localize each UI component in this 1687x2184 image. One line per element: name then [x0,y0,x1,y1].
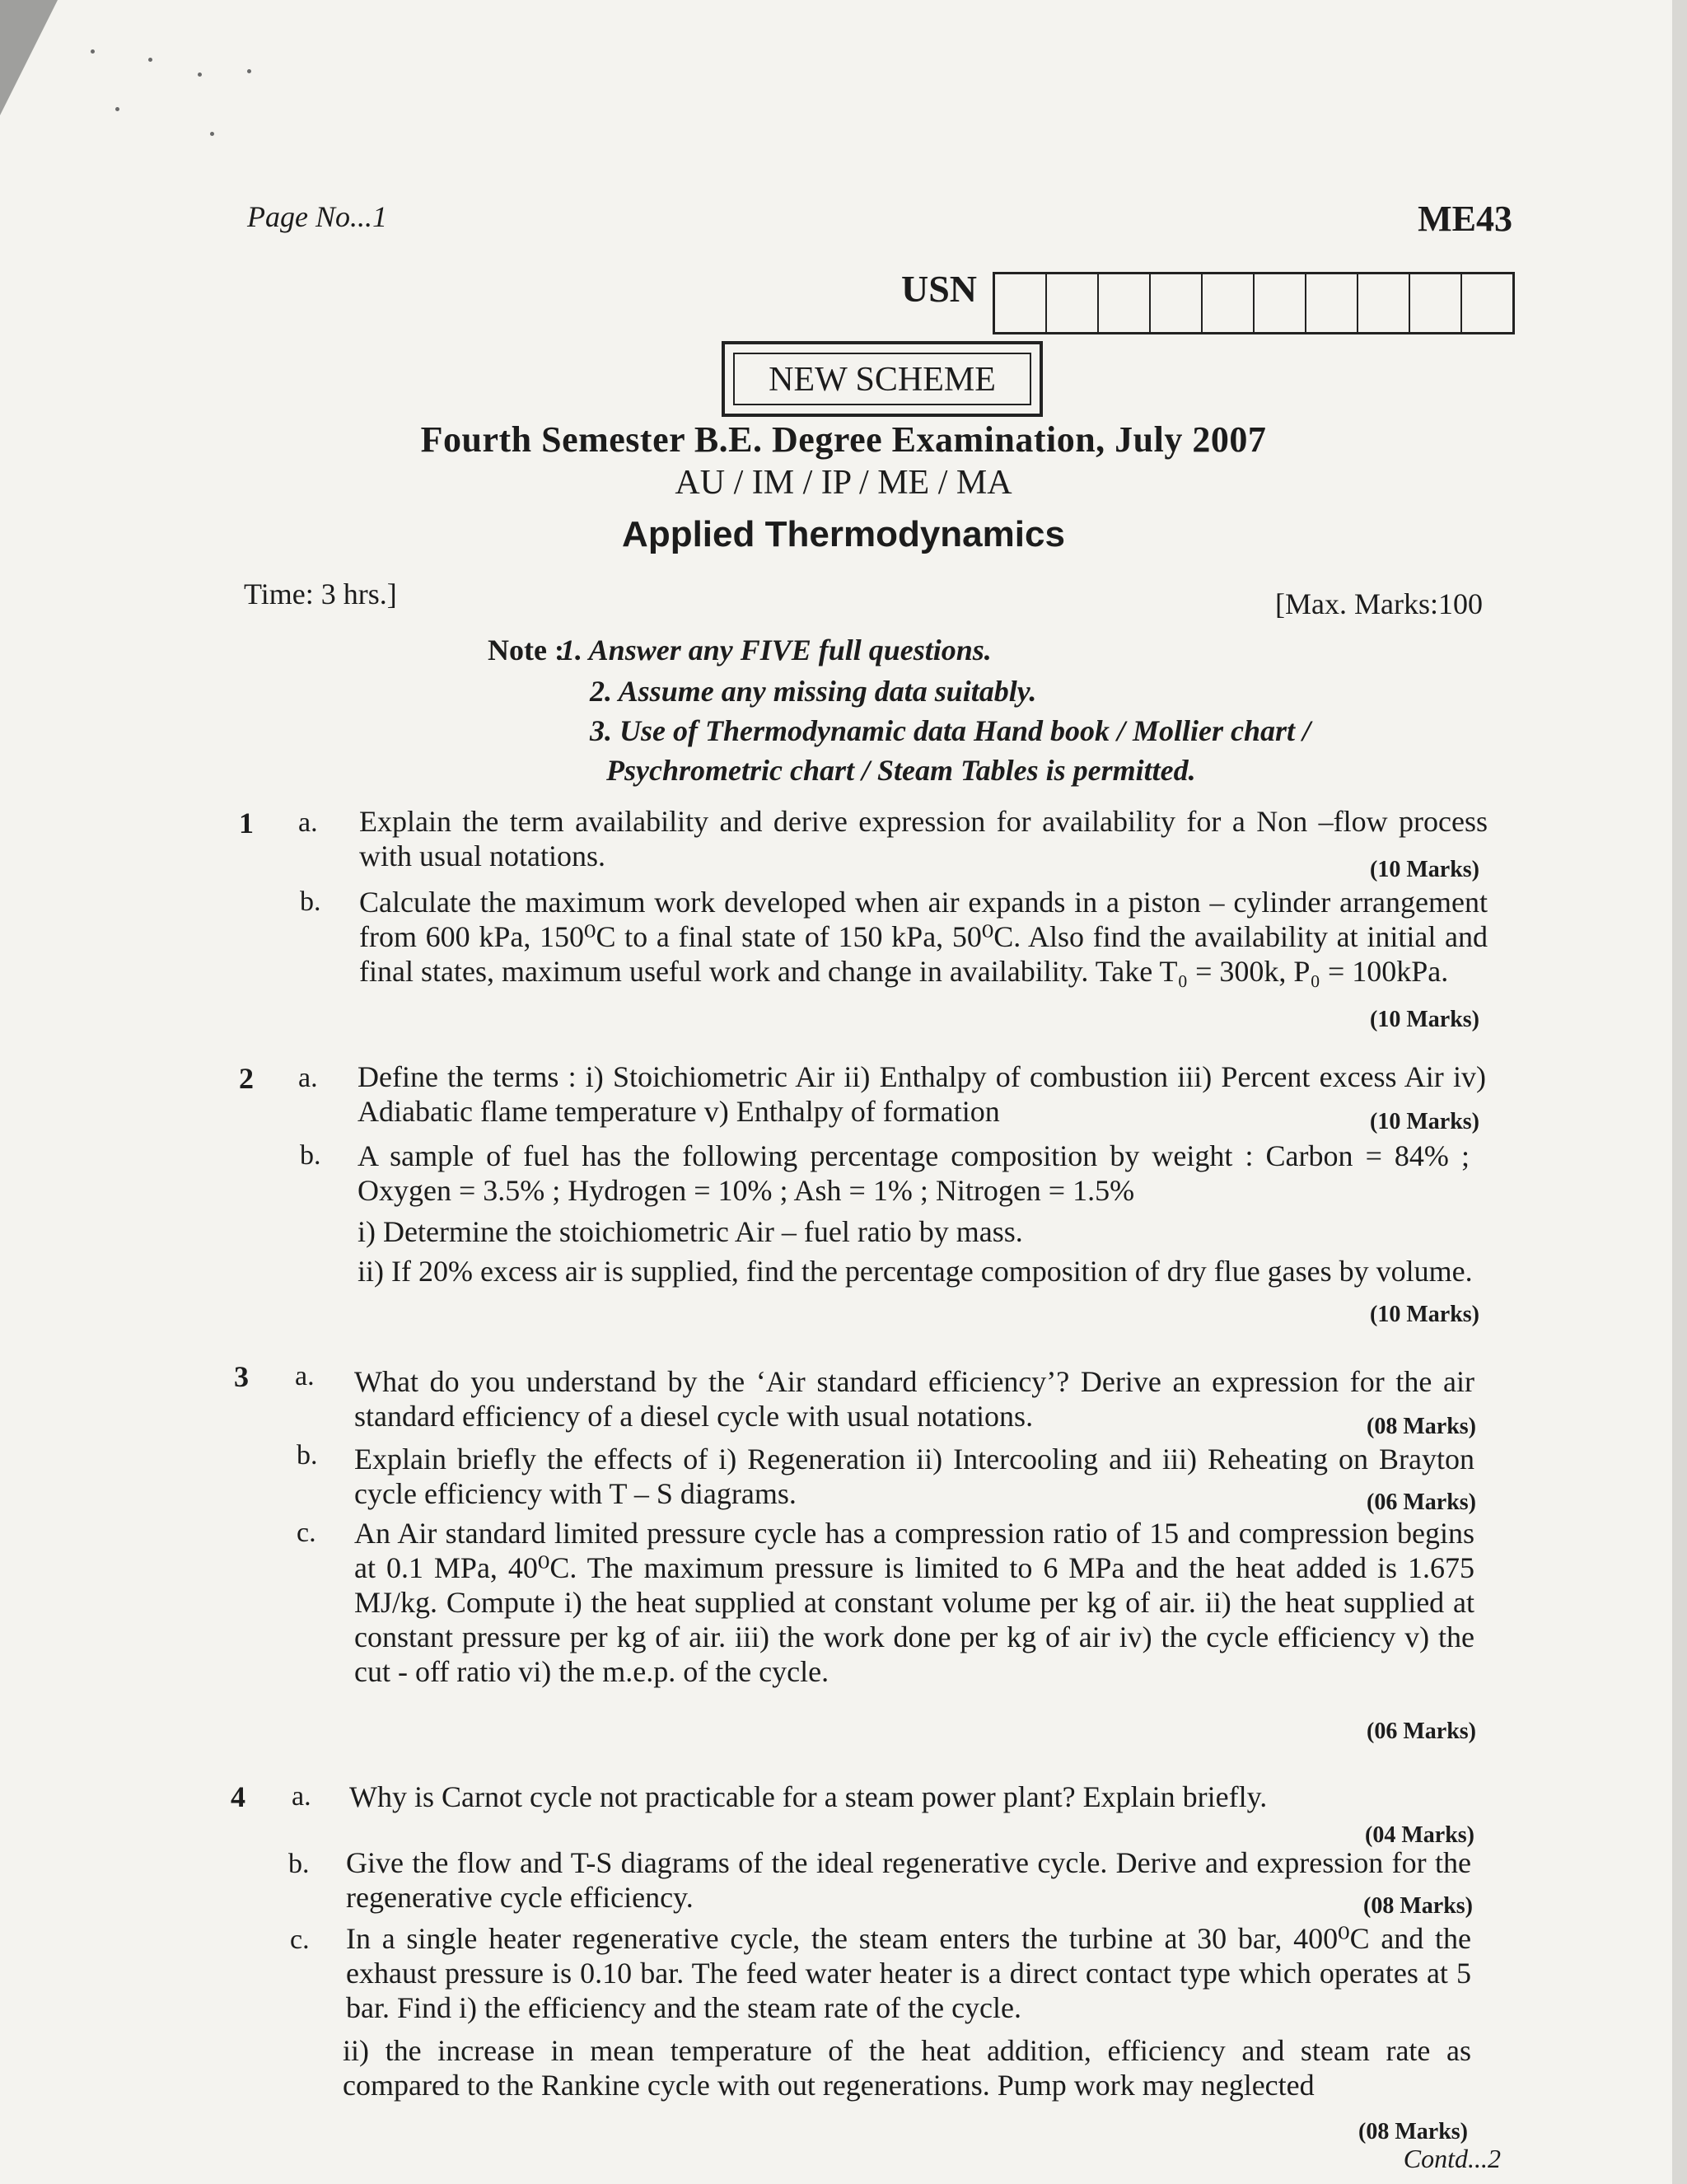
scheme-box [722,341,1043,417]
marks: (08 Marks) [1363,1893,1473,1919]
question-text: Why is Carnot cycle not practicable for a steam power plant? Explain briefly. [349,1780,1268,1813]
usn-box [1099,274,1151,332]
question-text: Explain briefly the effects of i) Regeneration ii) Intercooling and iii) Reheating on Brayton cycle efficiency with T – S diagrams. [354,1443,1474,1510]
question-text: A sample of fuel has the following percentage composition by weight : Carbon = 84% ; Oxygen = 3.5% ; Hydrogen = 10% ; Ash = 1% ; Nitrogen = 1.5% [357,1139,1470,1207]
question-number: 4 [231,1780,245,1813]
note-item: 2. Assume any missing data suitably. [590,675,1037,708]
question-text: An Air standard limited pressure cycle has a compression ratio of 15 and compression begins at 0.1 MPa, 40⁰C. The maximum pressure is limited to 6 MPa and the heat added is 1.675 MJ/kg. Compute i) the heat supplied at constant volume per kg of air. ii) the heat supplied at constant pressure per kg of air. iii) the work done per kg of air iv) the cycle efficiency v) the cut - off ratio vi) the m.e.p. of the cycle. [354,1517,1474,1688]
usn-box [1410,274,1462,332]
sub-question: i) Determine the stoichiometric Air – fuel ratio by mass. [357,1215,1023,1248]
scan-speck [115,107,119,111]
part-letter: a. [298,807,318,838]
marks: (10 Marks) [1370,1109,1479,1134]
marks: (06 Marks) [1367,1490,1476,1515]
usn-box [1151,274,1203,332]
continued-label: Contd...2 [1403,2144,1501,2173]
marks: (10 Marks) [1370,1302,1479,1327]
sub-question: ii) If 20% excess air is supplied, find the percentage composition of dry flue gases by volume. [357,1255,1473,1288]
marks: (04 Marks) [1365,1822,1474,1848]
part-letter: b. [300,1140,321,1171]
marks: (08 Marks) [1367,1414,1476,1439]
note-item: 1. Answer any FIVE full questions. [560,634,992,666]
usn-label: USN [901,268,978,310]
marks: (06 Marks) [1367,1719,1476,1744]
exam-title: Fourth Semester B.E. Degree Examination, July 2007 [420,419,1267,460]
scheme-label: NEW SCHEME [733,353,1031,405]
scan-speck [148,58,152,62]
scan-speck [247,69,251,73]
usn-box [1306,274,1358,332]
question-text: What do you understand by the ‘Air standard efficiency’? Derive an expression for the air standard efficiency of a diesel cycle with usual notations. [354,1365,1474,1433]
usn-boxes [993,272,1515,334]
time-allowed: Time: 3 hrs.] [244,578,397,610]
usn-box [1203,274,1255,332]
sub-question: ii) the increase in mean temperature of the heat addition, efficiency and steam rate as compared to the Rankine cycle with out regenerations. Pump work may neglected [343,2034,1471,2102]
question-number: 3 [234,1360,249,1393]
usn-box [995,274,1047,332]
part-letter: b. [297,1440,318,1471]
page-corner-shadow [0,0,58,115]
marks: (10 Marks) [1370,857,1479,882]
scan-speck [210,132,214,136]
part-letter: a. [298,1063,318,1093]
part-letter: c. [290,1924,310,1955]
usn-box [1358,274,1410,332]
part-letter: b. [300,886,321,917]
subject-title: Applied Thermodynamics [622,514,1065,554]
question-text: Calculate the maximum work developed when air expands in a piston – cylinder arrangement from 600 kPa, 150⁰C to a final state of 150 kPa, 50⁰C. Also find the availability at initial and final states, maximum useful work and change in availability. Take T₀ = 300k, P₀ = 100kPa. [359,886,1488,988]
note-label: Note : [488,634,564,666]
question-number: 2 [239,1062,254,1095]
note-item: 3. Use of Thermodynamic data Hand book / Mollier chart / [590,714,1311,747]
part-letter: a. [292,1781,311,1812]
question-text: Define the terms : i) Stoichiometric Air ii) Enthalpy of combustion iii) Percent excess Air iv) Adiabatic flame temperature v) Enthalpy of formation [357,1060,1486,1128]
note-item: Psychrometric chart / Steam Tables is permitted. [606,754,1196,787]
max-marks: [Max. Marks:100 [1275,587,1483,620]
question-text: Explain the term availability and derive expression for availability for a Non –flow process with usual notations. [359,805,1488,872]
question-text: Give the flow and T-S diagrams of the ideal regenerative cycle. Derive and expression for the regenerative cycle efficiency. [346,1846,1471,1914]
question-text: In a single heater regenerative cycle, the steam enters the turbine at 30 bar, 400⁰C and the exhaust pressure is 0.10 bar. The feed water heater is a direct contact type which operates at 5 bar. Find i) the efficiency and the steam rate of the cycle. [346,1922,1471,2024]
scan-speck [198,72,202,77]
part-letter: b. [288,1849,310,1879]
branches: AU / IM / IP / ME / MA [675,464,1012,502]
page-number: Page No...1 [247,200,387,233]
usn-box [1047,274,1099,332]
usn-box [1462,274,1512,332]
marks: (08 Marks) [1358,2119,1468,2144]
part-letter: c. [297,1518,316,1548]
scan-edge [1672,0,1687,2184]
marks: (10 Marks) [1370,1007,1479,1032]
part-letter: a. [295,1361,315,1391]
scan-speck [91,49,95,54]
usn-box [1255,274,1306,332]
course-code: ME43 [1418,199,1512,239]
question-number: 1 [239,807,254,839]
